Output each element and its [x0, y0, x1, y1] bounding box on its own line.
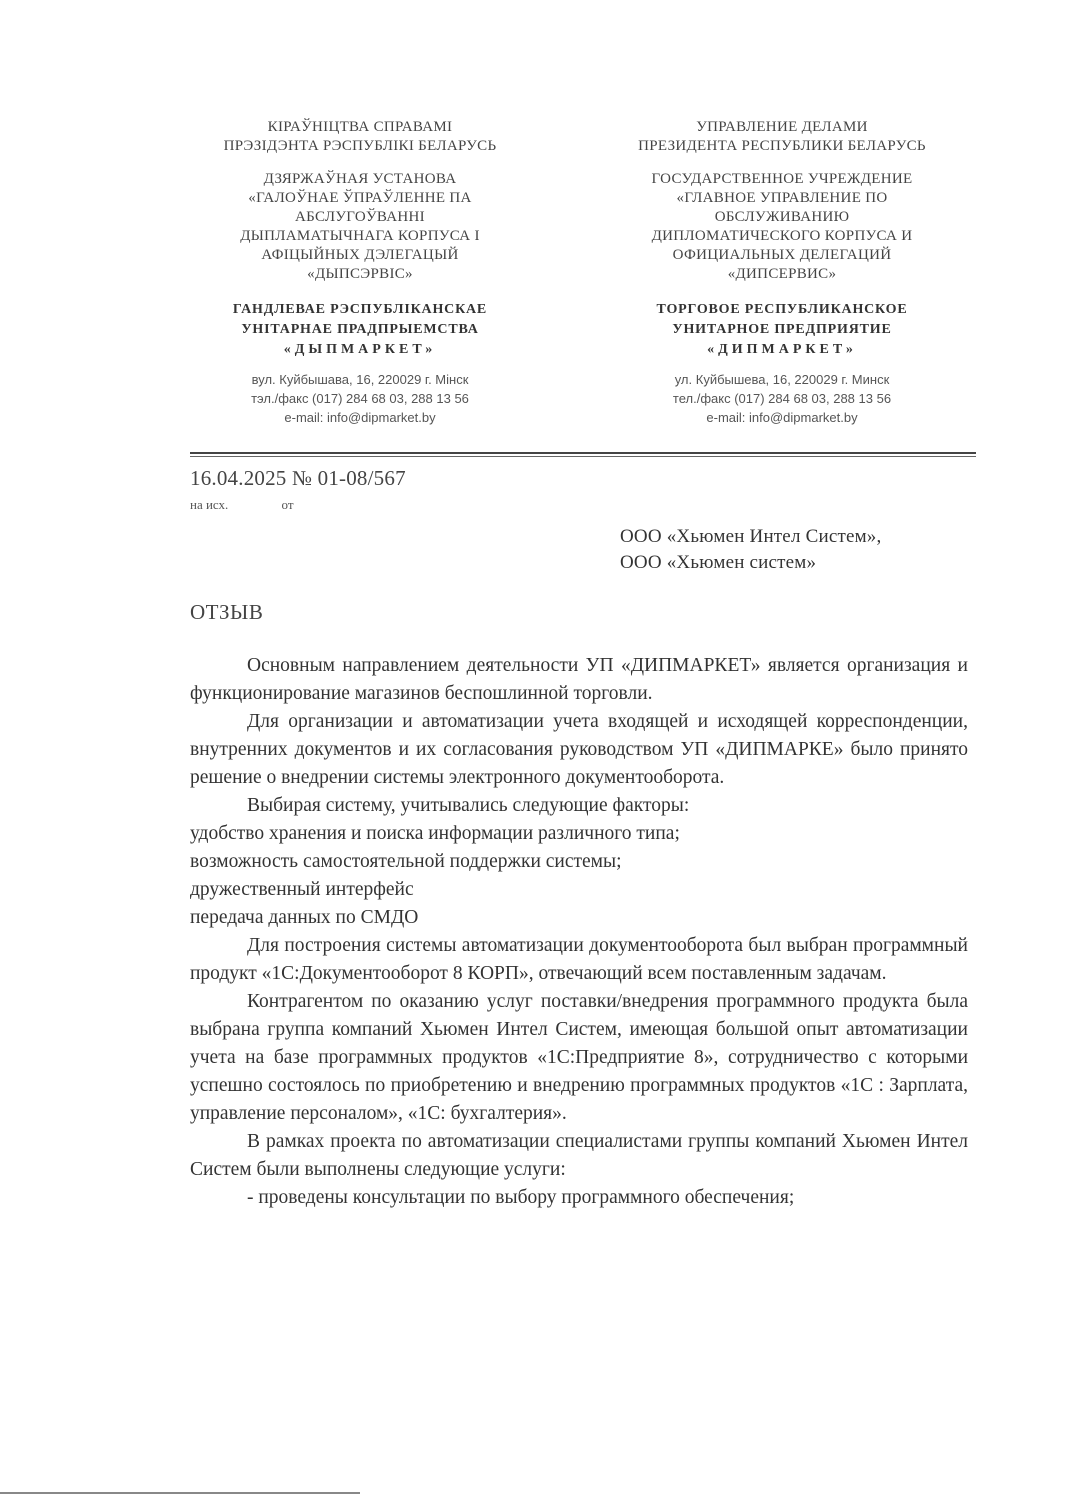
- service-item: - проведены консультации по выбору программного обеспечения;: [247, 1187, 795, 1208]
- institution-line: АБСЛУГОЎВАННІ: [295, 209, 425, 225]
- enterprise-name: «ДИПМАРКЕТ»: [707, 342, 857, 357]
- department-line: КІРАЎНІЦТВА СПРАВАМІ: [267, 119, 453, 135]
- email-line: e-mail: info@dipmarket.by: [706, 410, 858, 425]
- institution-line: ДЫПЛАМАТЫЧНАГА КОРПУСА І: [240, 228, 480, 244]
- enterprise-line: ГАНДЛЕВАЕ РЭСПУБЛІКАНСКАЕ: [232, 302, 488, 317]
- header-divider: [190, 452, 976, 454]
- ref-from-label: от: [281, 497, 294, 512]
- enterprise-name: «ДЫПМАРКЕТ»: [283, 342, 437, 357]
- department-line: УПРАВЛЕНИЕ ДЕЛАМИ: [696, 119, 868, 135]
- registration-number: 16.04.2025 № 01-08/567: [190, 466, 406, 490]
- body-paragraph: Для построения системы автоматизации документооборота был выбран программный продукт «1С:Документооборот 8 КОРП», отвечающий всем поставленным задачам.: [190, 935, 968, 984]
- institution-line: «ГЛАВНОЕ УПРАВЛЕНИЕ ПО: [676, 190, 888, 206]
- letterhead-russian: [592, 118, 972, 427]
- page-edge-line: [0, 1492, 360, 1494]
- factor-item: передача данных по СМДО: [190, 907, 419, 928]
- reference-line: [190, 497, 294, 513]
- document-title: ОТЗЫВ: [190, 600, 264, 624]
- institution-line: «ГАЛОЎНАЕ ЎПРАЎЛЕННЕ ПА: [248, 190, 472, 206]
- institution-line: АФІЦЫЙНЫХ ДЭЛЕГАЦЫЙ: [261, 247, 459, 263]
- addressee-block: [620, 524, 881, 576]
- body-paragraph: Контрагентом по оказанию услуг поставки/внедрения программного продукта была выбрана группа компаний Хьюмен Интел Систем, имеющая большой опыт автоматизации учета на базе программных продуктов «1С:Предприятие 8», сотрудничество с которыми успешно состоялось по приобретению и внедрению программных продуктов «1С : Зарплата, управление персоналом», «1С: бухгалтерия».: [190, 991, 968, 1124]
- body-paragraph: Для организации и автоматизации учета входящей и исходящей корреспонденции, внутренних документов и их согласования руководством УП «ДИПМАРКЕ» было принято решение о внедрении системы электронного документооборота.: [190, 711, 968, 788]
- body-paragraph: В рамках проекта по автоматизации специалистами группы компаний Хьюмен Интел Систем были выполнены следующие услуги:: [190, 1131, 968, 1180]
- enterprise-line: УНИТАРНОЕ ПРЕДПРИЯТИЕ: [672, 322, 892, 337]
- enterprise-line: УНІТАРНАЕ ПРАДПРЫЕМСТВА: [241, 322, 479, 337]
- body-paragraph: Основным направлением деятельности УП «ДИПМАРКЕТ» является организация и функционирование магазинов беспошлинной торговли.: [190, 655, 968, 704]
- address-line: ул. Куйбышева, 16, 220029 г. Минск: [674, 372, 890, 387]
- institution-line: «ДИПСЕРВИС»: [727, 266, 837, 282]
- institution-line: ОБСЛУЖИВАНИЮ: [714, 209, 850, 225]
- department-line: ПРЕЗИДЕНТА РЕСПУБЛИКИ БЕЛАРУСЬ: [638, 138, 926, 154]
- enterprise-line: ТОРГОВОЕ РЕСПУБЛИКАНСКОЕ: [656, 302, 908, 317]
- address-line: вул. Куйбышава, 16, 220029 г. Мінск: [251, 372, 469, 387]
- factor-item: возможность самостоятельной поддержки системы;: [190, 851, 622, 872]
- email-line: e-mail: info@dipmarket.by: [284, 410, 436, 425]
- letter-body: [190, 652, 968, 1212]
- ref-label: на исх.: [190, 497, 229, 512]
- letterhead-belarusian: [170, 118, 550, 427]
- addressee-line: ООО «Хьюмен систем»: [620, 552, 817, 573]
- institution-line: ДИПЛОМАТИЧЕСКОГО КОРПУСА И: [651, 228, 913, 244]
- department-line: ПРЭЗІДЭНТА РЭСПУБЛІКІ БЕЛАРУСЬ: [223, 138, 497, 154]
- phone-line: тэл./факс (017) 284 68 03, 288 13 56: [251, 391, 469, 406]
- factor-item: удобство хранения и поиска информации различного типа;: [190, 823, 680, 844]
- addressee-line: ООО «Хьюмен Интел Систем»,: [620, 526, 882, 547]
- institution-line: ОФИЦИАЛЬНЫХ ДЕЛЕГАЦИЙ: [672, 247, 892, 263]
- body-paragraph: Выбирая систему, учитывались следующие факторы:: [247, 795, 690, 816]
- institution-line: ГОСУДАРСТВЕННОЕ УЧРЕЖДЕНИЕ: [651, 171, 913, 187]
- header-divider-thin: [190, 456, 976, 457]
- institution-line: «ДЫПСЭРВІС»: [307, 266, 413, 282]
- phone-line: тел./факс (017) 284 68 03, 288 13 56: [672, 391, 892, 406]
- institution-line: ДЗЯРЖАЎНАЯ УСТАНОВА: [263, 171, 457, 187]
- factor-item: дружественный интерфейс: [190, 879, 414, 900]
